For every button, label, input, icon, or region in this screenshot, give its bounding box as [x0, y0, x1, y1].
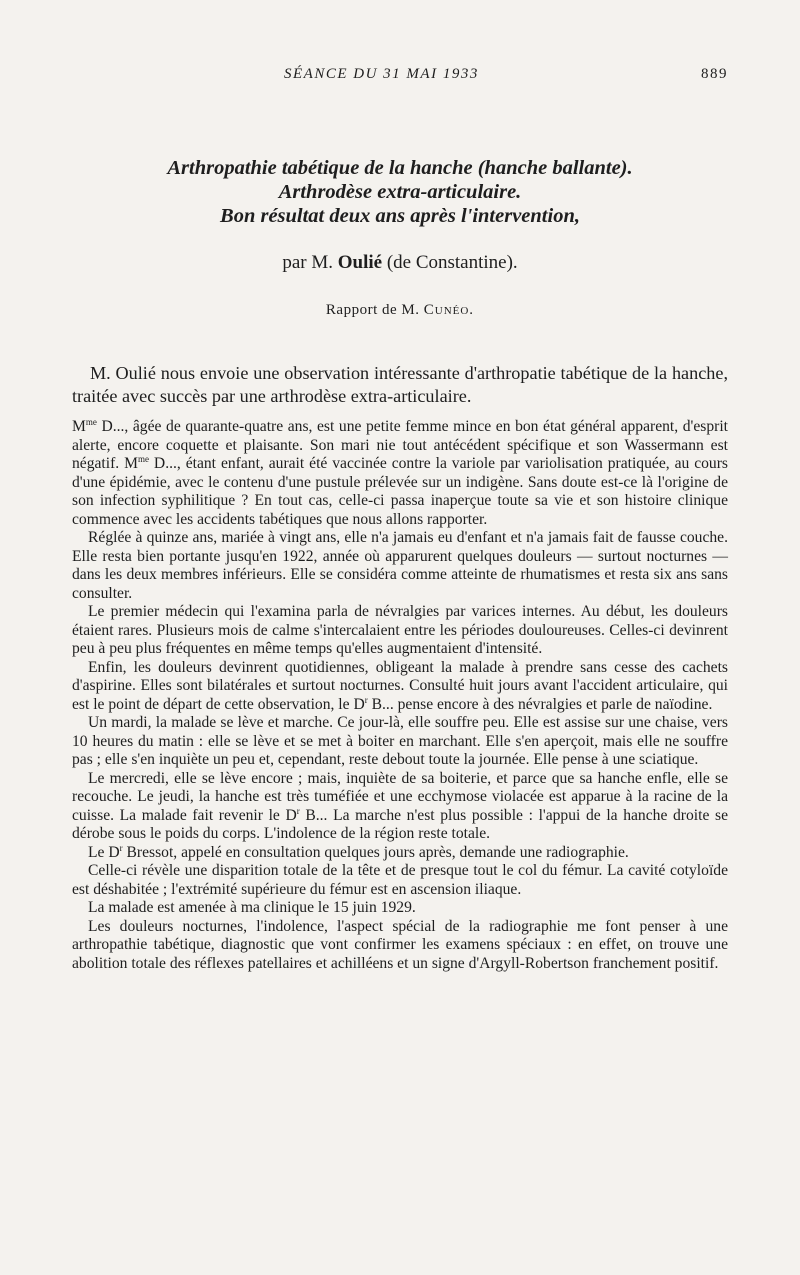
paragraph-4	[72, 659, 728, 715]
p1-text-c: D..., étant enfant, aurait été vaccinée contre la variole par variolisation pratiquée, au cours d'une épidémie, avec le contenu d'une pustule prélevée sur un indigène. Sans doute est-ce là l'origine de son infection syphilitique ? En tout cas, celle-ci passa inaperçue toute sa vie et son histoire clinique commence avec les accidents tabétiques que nous allons rapporter.	[72, 455, 728, 528]
p1-text-a: M	[72, 418, 86, 435]
article-body	[72, 418, 728, 973]
paragraph-10: Les douleurs nocturnes, l'indolence, l'aspect spécial de la radiographie me font penser à une arthropathie tabétique, diagnostic que vont confirmer les examens spéciaux : en effet, on trouve une abolition totale des réflexes patellaires et achilléens et un signe d'Argyll-Robertson franchement positif.	[72, 917, 728, 972]
running-head	[72, 66, 728, 86]
title-line-3: Bon résultat deux ans après l'intervention,	[220, 205, 580, 227]
title-line-2: Arthrodèse extra-articulaire.	[278, 181, 522, 203]
page-number: 889	[701, 66, 728, 82]
p1-sup-2: me	[138, 453, 149, 464]
paragraph-2: Réglée à quinze ans, mariée à vingt ans, elle n'a jamais eu d'enfant et n'a jamais fait de fausse couche. Elle resta bien portante jusqu'en 1922, année où apparurent quelques douleurs — surtout nocturnes — dans les deux membres inférieurs. Elle se considéra comme atteinte de rhumatismes et resta six ans sans consulter.	[72, 529, 728, 602]
author-suffix: (de Constantine).	[382, 252, 518, 273]
p7-text-a: Le D	[88, 843, 120, 861]
title-line-1-paren: (hanche ballante).	[477, 157, 633, 179]
paragraph-5: Un mardi, la malade se lève et marche. Ce jour-là, elle souffre peu. Elle est assise sur une chaise, vers 10 heures du matin : elle se lève et se met à boiter en marchant. Elle s'en aperçoit, mais elle ne souffre pas ; elle s'en inquiète un peu et, cependant, reste debout toute la journée. Elle pense à une sciatique.	[72, 714, 728, 768]
paragraph-3: Le premier médecin qui l'examina parla de névralgies par varices internes. Au début, les douleurs étaient rares. Plusieurs mois de calme s'intercalaient entre les périodes douloureuses. Celles-ci devinrent peu à peu plus fréquentes en même temps qu'elles augmentaient d'intensité.	[72, 603, 728, 657]
p1-text-b: D..., âgée de quarante-quatre ans, est une petite femme mince en bon état général apparent, d'esprit alerte, encore coquette et plaisante. Son mari nie tout antécédent spécifique et son Wassermann est négatif. M	[72, 418, 728, 472]
intro-paragraph: M. Oulié nous envoie une observation intéressante d'arthropatie tabétique de la hanche, traitée avec succès par une arthrodèse extra-articulaire.	[72, 363, 728, 406]
p7-sup: r	[119, 842, 123, 853]
p4-text-b: B... pense encore à des névralgies et parle de naïodine.	[367, 695, 713, 713]
article-title	[72, 156, 728, 228]
p4-text-a: Enfin, les douleurs devinrent quotidiennes, obligeant la malade à prendre sans cesse des cachets d'aspirine. Elles sont bilatérales et surtout nocturnes. Consulté huit jours avant l'accident articulaire, qui est le point de départ de cette observation, le D	[72, 658, 728, 713]
rapport-name: Cunéo.	[423, 302, 475, 318]
paragraph-1	[72, 418, 728, 529]
title-line-1-main: Arthropathie tabétique de la hanche	[167, 157, 478, 179]
rapport-line	[72, 302, 728, 319]
paragraph-8: Celle-ci révèle une disparition totale de la tête et de presque tout le col du fémur. La cavité cotyloïde est déshabitée ; l'extrémité supérieure du fémur est en ascension iliaque.	[72, 862, 728, 898]
p6-text-a: Le mercredi, elle se lève encore ; mais, inquiète de sa boiterie, et parce que sa hanche enfle, elle se recouche. Le jeudi, la hanche est très tuméfiée et une ecchymose violacée est apparue à la racine de la cuisse. La malade fait revenir le D	[72, 769, 728, 824]
p4-sup: r	[364, 694, 368, 705]
paragraph-7	[72, 844, 728, 863]
p1-sup: me	[85, 416, 97, 427]
title-line-1	[72, 156, 728, 180]
author-name: Oulié	[337, 252, 383, 273]
author-line	[72, 252, 728, 274]
p7-text-b: Bressot, appelé en consultation quelques jours après, demande une radiographie.	[122, 843, 629, 861]
p6-sup: r	[296, 805, 300, 816]
paragraph-6	[72, 770, 728, 844]
p6-text-b: B... La marche n'est plus possible : l'appui de la hanche droite se dérobe sous le poids du corps. L'indolence de la région reste totale.	[72, 806, 728, 842]
paragraph-9: La malade est amenée à ma clinique le 15 juin 1929.	[88, 899, 416, 916]
running-title: SÉANCE DU 31 MAI 1933	[284, 66, 479, 82]
rapport-prefix: Rapport de M.	[325, 302, 424, 318]
author-prefix: par M.	[282, 252, 338, 273]
